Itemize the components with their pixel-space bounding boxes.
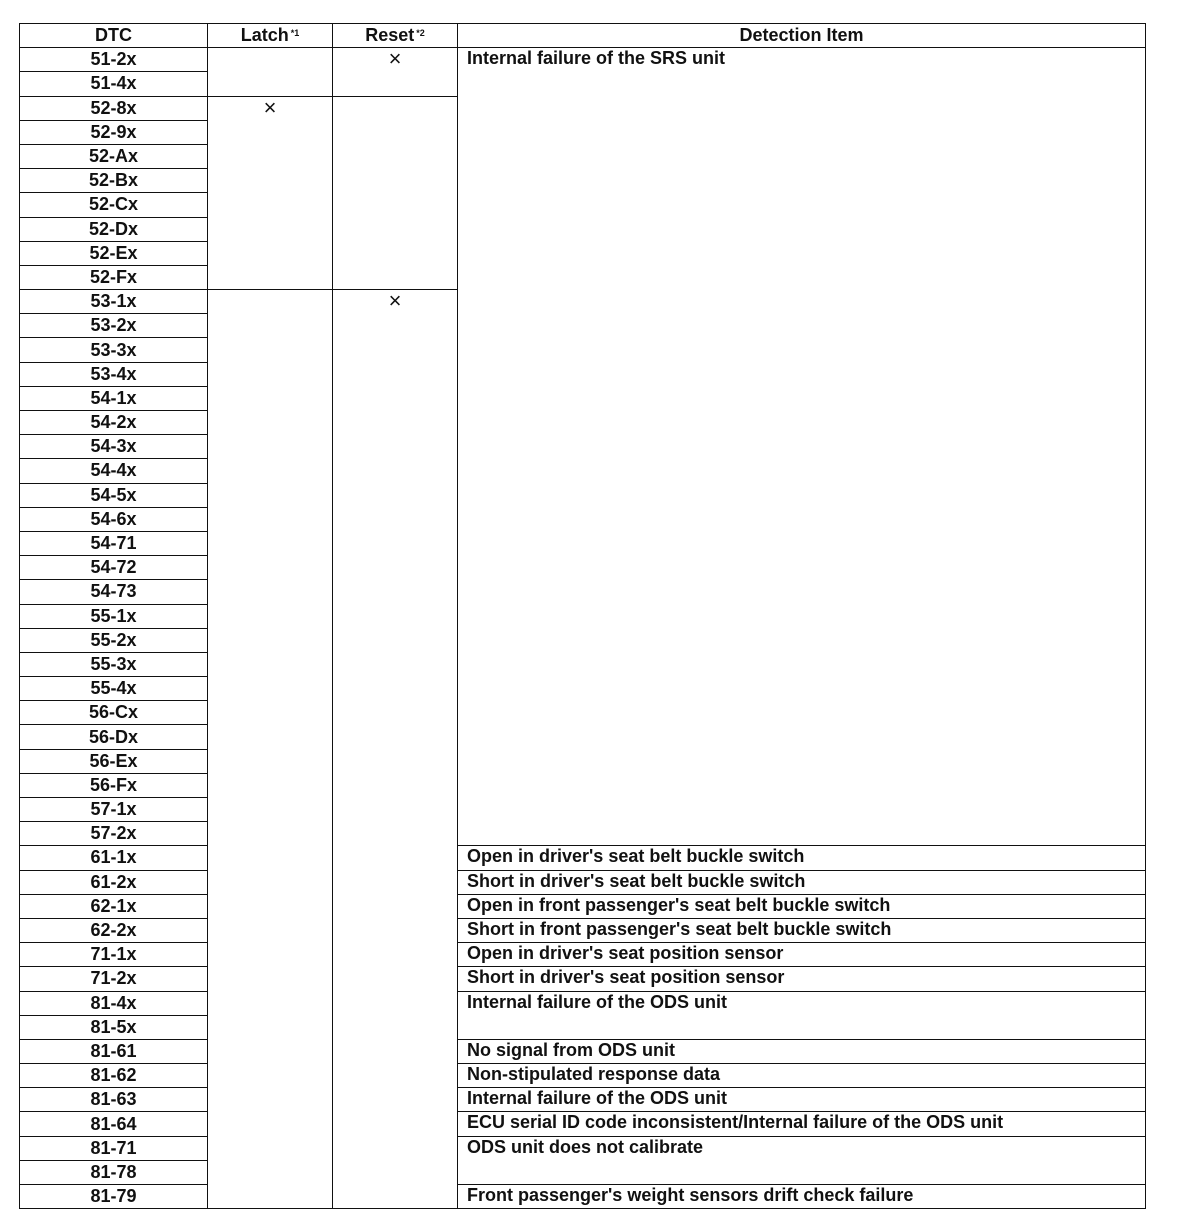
dtc-code-cell: 56-Dx xyxy=(20,725,208,749)
detection-item-cell: No signal from ODS unit xyxy=(458,1039,1146,1063)
dtc-code-cell: 54-3x xyxy=(20,435,208,459)
latch-mark-cell xyxy=(208,96,333,290)
table-row xyxy=(20,1136,1146,1160)
detection-item-cell: Short in front passenger's seat belt buckle switch xyxy=(458,918,1146,942)
dtc-code-cell: 54-5x xyxy=(20,483,208,507)
dtc-code-cell: 54-2x xyxy=(20,411,208,435)
dtc-code-cell: 55-3x xyxy=(20,652,208,676)
dtc-code-cell: 52-Ex xyxy=(20,241,208,265)
dtc-code-cell: 55-1x xyxy=(20,604,208,628)
dtc-code-cell: 81-78 xyxy=(20,1160,208,1184)
dtc-code-cell: 81-63 xyxy=(20,1088,208,1112)
detection-item-cell: Internal failure of the SRS unit xyxy=(458,48,1146,846)
table-row xyxy=(20,991,1146,1015)
dtc-code-cell: 61-1x xyxy=(20,846,208,870)
dtc-code-cell: 52-Dx xyxy=(20,217,208,241)
dtc-code-cell: 51-4x xyxy=(20,72,208,96)
table-row xyxy=(20,48,1146,72)
dtc-code-cell: 57-2x xyxy=(20,822,208,846)
dtc-code-cell: 81-4x xyxy=(20,991,208,1015)
table-row xyxy=(20,967,1146,991)
dtc-code-cell: 71-1x xyxy=(20,943,208,967)
detection-item-cell: Front passenger's weight sensors drift check failure xyxy=(458,1185,1146,1209)
reset-x-mark-icon: × xyxy=(388,47,402,72)
reset-footnote-mark: *2 xyxy=(416,28,425,39)
dtc-code-cell: 62-2x xyxy=(20,918,208,942)
latch-mark-cell xyxy=(208,48,333,96)
dtc-code-cell: 81-62 xyxy=(20,1064,208,1088)
dtc-code-cell: 54-6x xyxy=(20,507,208,531)
dtc-code-cell: 81-61 xyxy=(20,1039,208,1063)
table-row xyxy=(20,1088,1146,1112)
dtc-code-cell: 57-1x xyxy=(20,798,208,822)
dtc-code-cell: 52-8x xyxy=(20,96,208,120)
table-row xyxy=(20,1185,1146,1209)
dtc-code-cell: 52-9x xyxy=(20,120,208,144)
dtc-column-header xyxy=(20,24,208,48)
detection-item-cell: Open in driver's seat belt buckle switch xyxy=(458,846,1146,870)
detection-item-header-label: Detection Item xyxy=(739,25,864,46)
reset-header-label: Reset xyxy=(365,25,415,46)
dtc-code-cell: 56-Fx xyxy=(20,773,208,797)
header-row xyxy=(20,24,1146,48)
reset-mark-cell xyxy=(333,290,458,1209)
dtc-code-cell: 53-4x xyxy=(20,362,208,386)
dtc-code-cell: 71-2x xyxy=(20,967,208,991)
dtc-code-cell: 54-4x xyxy=(20,459,208,483)
dtc-header-label: DTC xyxy=(95,25,132,46)
dtc-code-cell: 54-71 xyxy=(20,531,208,555)
dtc-code-cell: 52-Cx xyxy=(20,193,208,217)
latch-column-header xyxy=(208,24,333,48)
reset-x-mark-icon: × xyxy=(388,289,402,314)
dtc-table-body xyxy=(20,48,1146,1209)
reset-column-header xyxy=(333,24,458,48)
reset-mark-cell xyxy=(333,48,458,96)
dtc-code-cell: 54-72 xyxy=(20,556,208,580)
latch-footnote-mark: *1 xyxy=(290,28,300,39)
detection-item-cell: Internal failure of the ODS unit xyxy=(458,991,1146,1039)
dtc-code-cell: 81-64 xyxy=(20,1112,208,1136)
dtc-code-cell: 54-1x xyxy=(20,386,208,410)
table-row xyxy=(20,1039,1146,1063)
dtc-code-cell: 81-71 xyxy=(20,1136,208,1160)
table-row xyxy=(20,1064,1146,1088)
detection-item-cell: Short in driver's seat belt buckle switch xyxy=(458,870,1146,894)
detection-item-cell: ECU serial ID code inconsistent/Internal failure of the ODS unit xyxy=(458,1112,1146,1136)
table-row xyxy=(20,846,1146,870)
latch-x-mark-icon: × xyxy=(263,96,277,120)
dtc-code-cell: 53-1x xyxy=(20,290,208,314)
dtc-code-cell: 56-Cx xyxy=(20,701,208,725)
dtc-table xyxy=(19,23,1146,1209)
dtc-code-cell: 53-3x xyxy=(20,338,208,362)
reset-mark-cell xyxy=(333,96,458,290)
detection-item-cell: Open in driver's seat position sensor xyxy=(458,943,1146,967)
table-row xyxy=(20,894,1146,918)
detection-item-cell: Internal failure of the ODS unit xyxy=(458,1088,1146,1112)
detection-item-cell: ODS unit does not calibrate xyxy=(458,1136,1146,1184)
latch-header-label: Latch xyxy=(240,25,289,46)
dtc-code-cell: 52-Ax xyxy=(20,144,208,168)
detection-item-cell: Non-stipulated response data xyxy=(458,1064,1146,1088)
dtc-code-cell: 52-Fx xyxy=(20,265,208,289)
table-row xyxy=(20,943,1146,967)
dtc-code-cell: 52-Bx xyxy=(20,169,208,193)
dtc-code-cell: 54-73 xyxy=(20,580,208,604)
dtc-code-cell: 51-2x xyxy=(20,48,208,72)
dtc-code-cell: 55-2x xyxy=(20,628,208,652)
detection-item-cell: Open in front passenger's seat belt buckle switch xyxy=(458,894,1146,918)
latch-mark-cell xyxy=(208,290,333,1209)
table-row xyxy=(20,1112,1146,1136)
dtc-code-cell: 56-Ex xyxy=(20,749,208,773)
dtc-code-cell: 55-4x xyxy=(20,677,208,701)
detection-item-cell: Short in driver's seat position sensor xyxy=(458,967,1146,991)
detection-item-column-header xyxy=(458,24,1146,48)
table-row xyxy=(20,870,1146,894)
dtc-code-cell: 81-79 xyxy=(20,1185,208,1209)
table-row xyxy=(20,918,1146,942)
dtc-code-cell: 81-5x xyxy=(20,1015,208,1039)
dtc-code-cell: 62-1x xyxy=(20,894,208,918)
dtc-code-cell: 53-2x xyxy=(20,314,208,338)
dtc-code-cell: 61-2x xyxy=(20,870,208,894)
